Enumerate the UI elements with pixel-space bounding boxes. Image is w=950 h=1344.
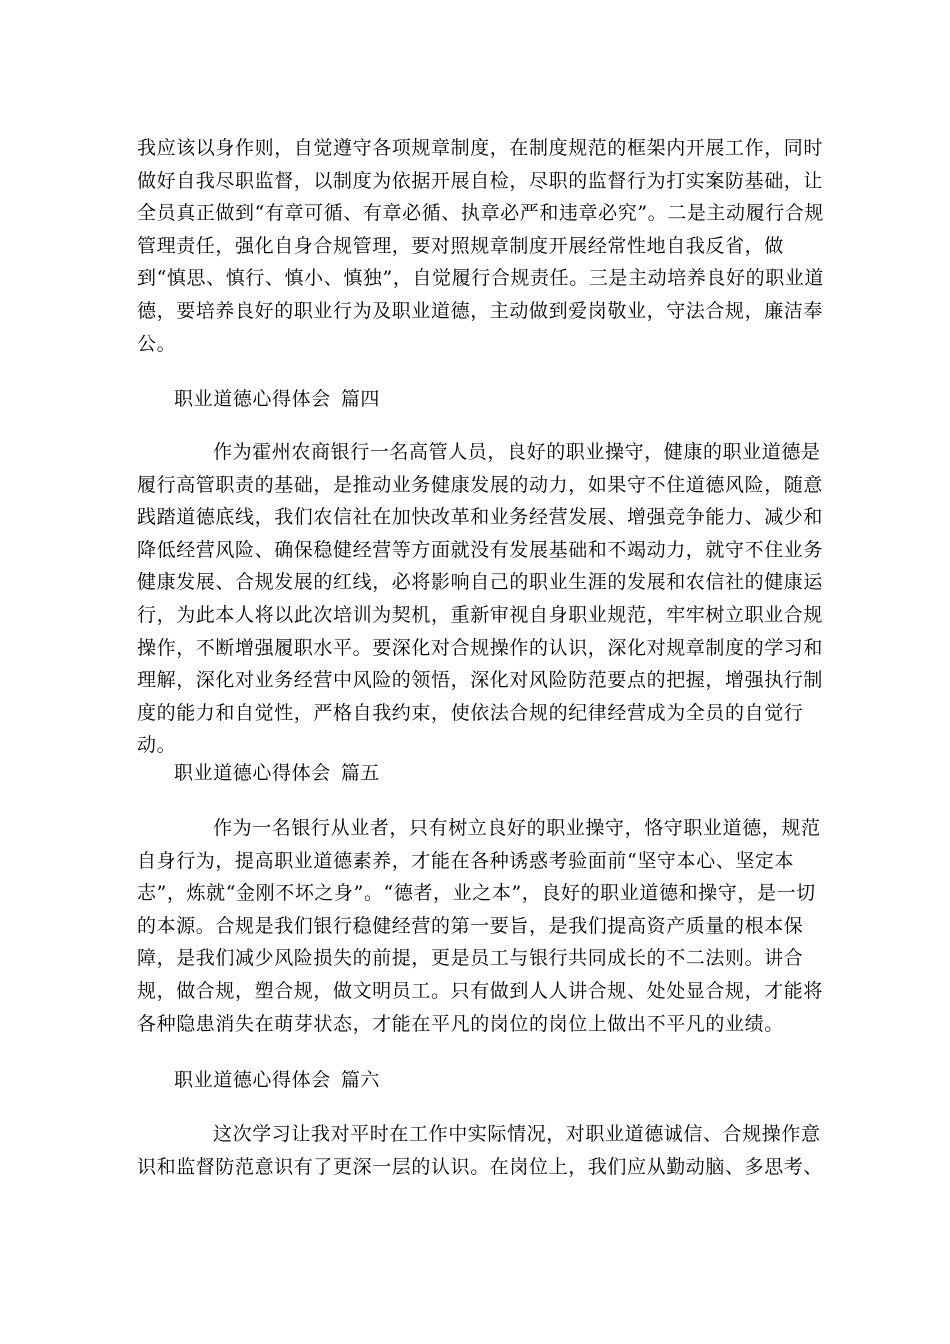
section-body: 作为一名银行从业者，只有树立良好的职业操守，恪守职业道德，规范自身行为，提高职业道德素养，才能在各种诱惑考验面前“坚守本心、坚定本志”，炼就“金刚不坏之身”。“德者，业之本”，良好的职业道德和操守，是一切的本源。合规是我们银行稳健经营的第一要旨，是我们提高资产质量的根本保障，是我们减少风险损失的前提，更是员工与银行共同成长的不二法则。讲合规，做合规，塑合规，做文明员工。只有做到人人讲合规、处处显合规，才能将各种隐患消失在萌芽状态，才能在平凡的岗位的岗位上做出不平凡的业绩。 — [137, 817, 824, 1035]
section-title: 职业道德心得体会 — [174, 1069, 331, 1091]
section-number: 篇六 — [340, 1069, 381, 1091]
section-body: 作为霍州农商银行一名高管人员，良好的职业操守，健康的职业道德是履行高管职责的基础，是推动业务健康发展的动力，如果守不住道德风险，随意践踏道德底线，我们农信社在加快改革和业务经营发展、增强竞争能力、减少和降低经营风险、确保稳健经营等方面就没有发展基础和不竭动力，就守不住业务健康发展、合规发展的红线，必将影响自己的职业生涯的发展和农信社的健康运行，为此本人将以此次培训为契机，重新审视自身职业规范，牢牢树立职业合规操作，不断增强履职水平。要深化对合规操作的认识，深化对规章制度的学习和理解，深化对业务经营中风险的领悟，深化对风险防范要点的把握，增强执行制度的能力和自觉性，严格自我约束，使依法合规的纪律经营成为全员的自觉行动。 — [137, 441, 824, 757]
section-title: 职业道德心得体会 — [174, 762, 331, 784]
section-title: 职业道德心得体会 — [174, 388, 331, 410]
section-heading — [174, 760, 380, 786]
section-heading — [174, 386, 380, 412]
section-body: 这次学习让我对平时在工作中实际情况，对职业道德诚信、合规操作意识和监督防范意识有了更深一层的认识。在岗位上，我们应从勤动脑、多思考、 — [137, 1123, 824, 1178]
paragraph-continued: 我应该以身作则，自觉遵守各项规章制度，在制度规范的框架内开展工作，同时做好自我尽职监督，以制度为依据开展自检，尽职的监督行为打实案防基础，让全员真正做到“有章可循、有章必循、执章必严和违章必究”。二是主动履行合规管理责任，强化自身合规管理，要对照规章制度开展经常性地自我反省，做到“慎思、慎行、慎小、慎独”，自觉履行合规责任。三是主动培养良好的职业道德，要培养良好的职业行为及职业道德，主动做到爱岗敬业，守法合规，廉洁奉公。 — [137, 137, 825, 355]
section-number: 篇四 — [340, 388, 381, 410]
section-heading — [174, 1067, 380, 1093]
section-number: 篇五 — [340, 762, 381, 784]
